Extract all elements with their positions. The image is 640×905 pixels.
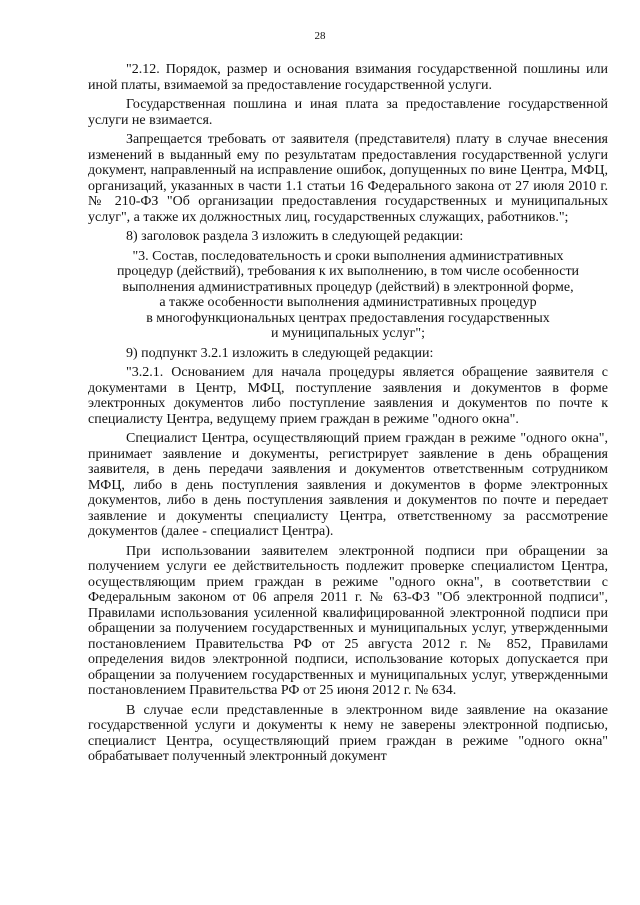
heading-line: и муниципальных услуг"; [271, 326, 425, 341]
paragraph-e-signature: При использовании заявителем электронной подписи при обращении за получением услуги ее действительность подлежит проверке специалистом Центра, осуществляющим прием граждан в режиме "одного окна", в соответствии с Федеральным законом от 06 апреля 2011 г. № 63-ФЗ "Об электронной подписи", Правилами использования усиленной квалифицированной электронной подписи при обращении за получением государственных и муниципальных услуг, утвержденными постановлением Правительства РФ от 25 августа 2012 г. № 852, Правилами определения видов электронной подписи, использование которых допускается при обращении за получением государственных и муниципальных услуг, утвержденными постановлением Правительства РФ от 25 июня 2012 г. № 634. [88, 543, 608, 698]
paragraph-3-2-1: "3.2.1. Основанием для начала процедуры является обращение заявителя с документами в Центр, МФЦ, поступление заявления и документов в форме электронных документов либо поступление заявления и документов по почте к специалисту Центра, ведущему прием граждан в режиме "одного окна". [88, 365, 608, 427]
paragraph-2-12-title: "2.12. Порядок, размер и основания взимания государственной пошлины или иной платы, взимаемой за предоставление государственной услуги. [88, 62, 608, 93]
paragraph-item-8: 8) заголовок раздела 3 изложить в следующей редакции: [126, 229, 464, 244]
heading-line: а также особенности выполнения административных процедур [159, 295, 537, 310]
heading-line: в многофункциональных центрах предоставления государственных [146, 310, 550, 326]
heading-line: процедур (действий), требования к их выполнению, в том числе особенности [116, 264, 580, 279]
paragraph-unsigned-docs: В случае если представленные в электронном виде заявление на оказание государственной услуги и документы к нему не заверены электронной подписью, специалист Центра, осуществляющий прием граждан в режиме "одного окна" обрабатывает полученный электронный документ [88, 702, 608, 764]
body-text [88, 62, 608, 769]
paragraph-specialist: Специалист Центра, осуществляющий прием граждан в режиме "одного окна", принимает заявление и документы, регистрирует заявление в день обращения заявителя, в день передачи заявления и документов ответственным сотрудником МФЦ, либо в день поступления заявления и документов в форме электронных документов, либо в день поступления заявления и документов по почте и передает заявление и документы специалисту Центра, ответственному за рассмотрение документов (далее - специалист Центра). [88, 431, 608, 539]
paragraph-fee: Государственная пошлина и иная плата за предоставление государственной услуги не взимается. [88, 97, 608, 128]
heading-line: выполнения административных процедур (действий) в электронной форме, [122, 279, 574, 295]
section-3-heading [88, 249, 608, 342]
paragraph-prohibition: Запрещается требовать от заявителя (представителя) плату в случае внесения изменений в выданный ему по результатам предоставления государственной услуги документ, направленный на исправление ошибок, допущенных по вине Центра, МФЦ, организаций, указанных в части 1.1 статьи 16 Федерального закона от 27 июля 2010 г. № 210-ФЗ "Об организации предоставления государственных и муниципальных услуг", а также их должностных лиц, государственных служащих, работников."; [88, 132, 608, 225]
page-number: 28 [314, 30, 326, 42]
paragraph-item-9: 9) подпункт 3.2.1 изложить в следующей редакции: [126, 345, 434, 361]
heading-line: "3. Состав, последовательность и сроки выполнения административных [132, 248, 564, 264]
